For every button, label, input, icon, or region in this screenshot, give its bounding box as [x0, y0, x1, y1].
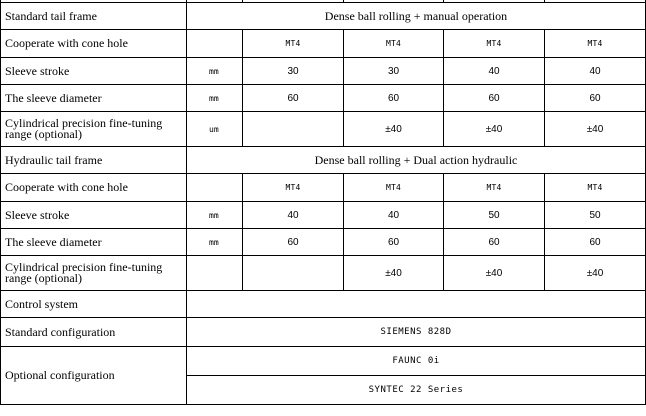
- spec-row: [1, 229, 646, 256]
- row-label: Sleeve stroke: [1, 58, 187, 85]
- row-value: ±40: [545, 112, 646, 147]
- optional-config-value: SYNTEC 22 Series: [187, 376, 646, 405]
- row-value: 60: [243, 85, 344, 112]
- row-value: 30: [243, 58, 344, 85]
- row-unit: [187, 30, 243, 58]
- section-header-row: [1, 147, 646, 174]
- row-unit: um: [187, 112, 243, 147]
- row-value: MT4: [344, 30, 444, 58]
- standard-config-label: Standard configuration: [1, 318, 187, 347]
- section-mode: Dense ball rolling + manual operation: [187, 3, 646, 30]
- row-label: Cylindrical precision fine-tuning range (optional): [1, 256, 187, 291]
- row-value: ±40: [444, 112, 545, 147]
- standard-config-value: SIEMENS 828D: [187, 318, 646, 347]
- row-value: MT4: [344, 174, 444, 202]
- row-value: MT4: [444, 174, 545, 202]
- row-value: 60: [545, 229, 646, 256]
- row-value: MT4: [243, 174, 344, 202]
- spec-row: [1, 30, 646, 58]
- row-label: Sleeve stroke: [1, 202, 187, 229]
- spec-row: [1, 112, 646, 147]
- row-unit: [187, 174, 243, 202]
- row-value: 40: [243, 202, 344, 229]
- section-title: Standard tail frame: [1, 3, 187, 30]
- row-unit: [187, 256, 243, 291]
- row-value: MT4: [444, 30, 545, 58]
- row-value: 40: [344, 202, 444, 229]
- row-value: MT4: [243, 30, 344, 58]
- spec-row: [1, 174, 646, 202]
- row-value: ±40: [344, 112, 444, 147]
- row-value: ±40: [344, 256, 444, 291]
- row-label: The sleeve diameter: [1, 229, 187, 256]
- section-title: Hydraulic tail frame: [1, 147, 187, 174]
- row-value: MT4: [545, 30, 646, 58]
- row-value: [243, 256, 344, 291]
- standard-config-row: [1, 318, 646, 347]
- row-value: ±40: [545, 256, 646, 291]
- spec-row: [1, 58, 646, 85]
- spec-row: [1, 85, 646, 112]
- row-value: 40: [444, 58, 545, 85]
- row-unit: mm: [187, 202, 243, 229]
- row-label: Cooperate with cone hole: [1, 174, 187, 202]
- row-value: 60: [344, 229, 444, 256]
- row-label: Cylindrical precision fine-tuning range (optional): [1, 112, 187, 147]
- row-value: 50: [444, 202, 545, 229]
- optional-config-value: FAUNC 0i: [187, 347, 646, 376]
- control-header-row: [1, 291, 646, 318]
- optional-config-row: [1, 347, 646, 376]
- row-value: 60: [545, 85, 646, 112]
- row-value: 60: [243, 229, 344, 256]
- row-value: 50: [545, 202, 646, 229]
- row-value: ±40: [444, 256, 545, 291]
- row-value: 60: [444, 85, 545, 112]
- control-title: Control system: [1, 291, 187, 318]
- row-unit: mm: [187, 58, 243, 85]
- row-value: 30: [344, 58, 444, 85]
- row-value: 60: [444, 229, 545, 256]
- row-label: Cooperate with cone hole: [1, 30, 187, 58]
- optional-config-label: Optional configuration: [1, 347, 187, 405]
- row-unit: mm: [187, 229, 243, 256]
- row-value: [243, 112, 344, 147]
- spec-row: [1, 202, 646, 229]
- row-value: 60: [344, 85, 444, 112]
- row-value: 40: [545, 58, 646, 85]
- row-value: MT4: [545, 174, 646, 202]
- row-unit: mm: [187, 85, 243, 112]
- section-header-row: [1, 3, 646, 30]
- row-label: The sleeve diameter: [1, 85, 187, 112]
- spec-row: [1, 256, 646, 291]
- control-empty-cell: [187, 291, 646, 318]
- section-mode: Dense ball rolling + Dual action hydraulic: [187, 147, 646, 174]
